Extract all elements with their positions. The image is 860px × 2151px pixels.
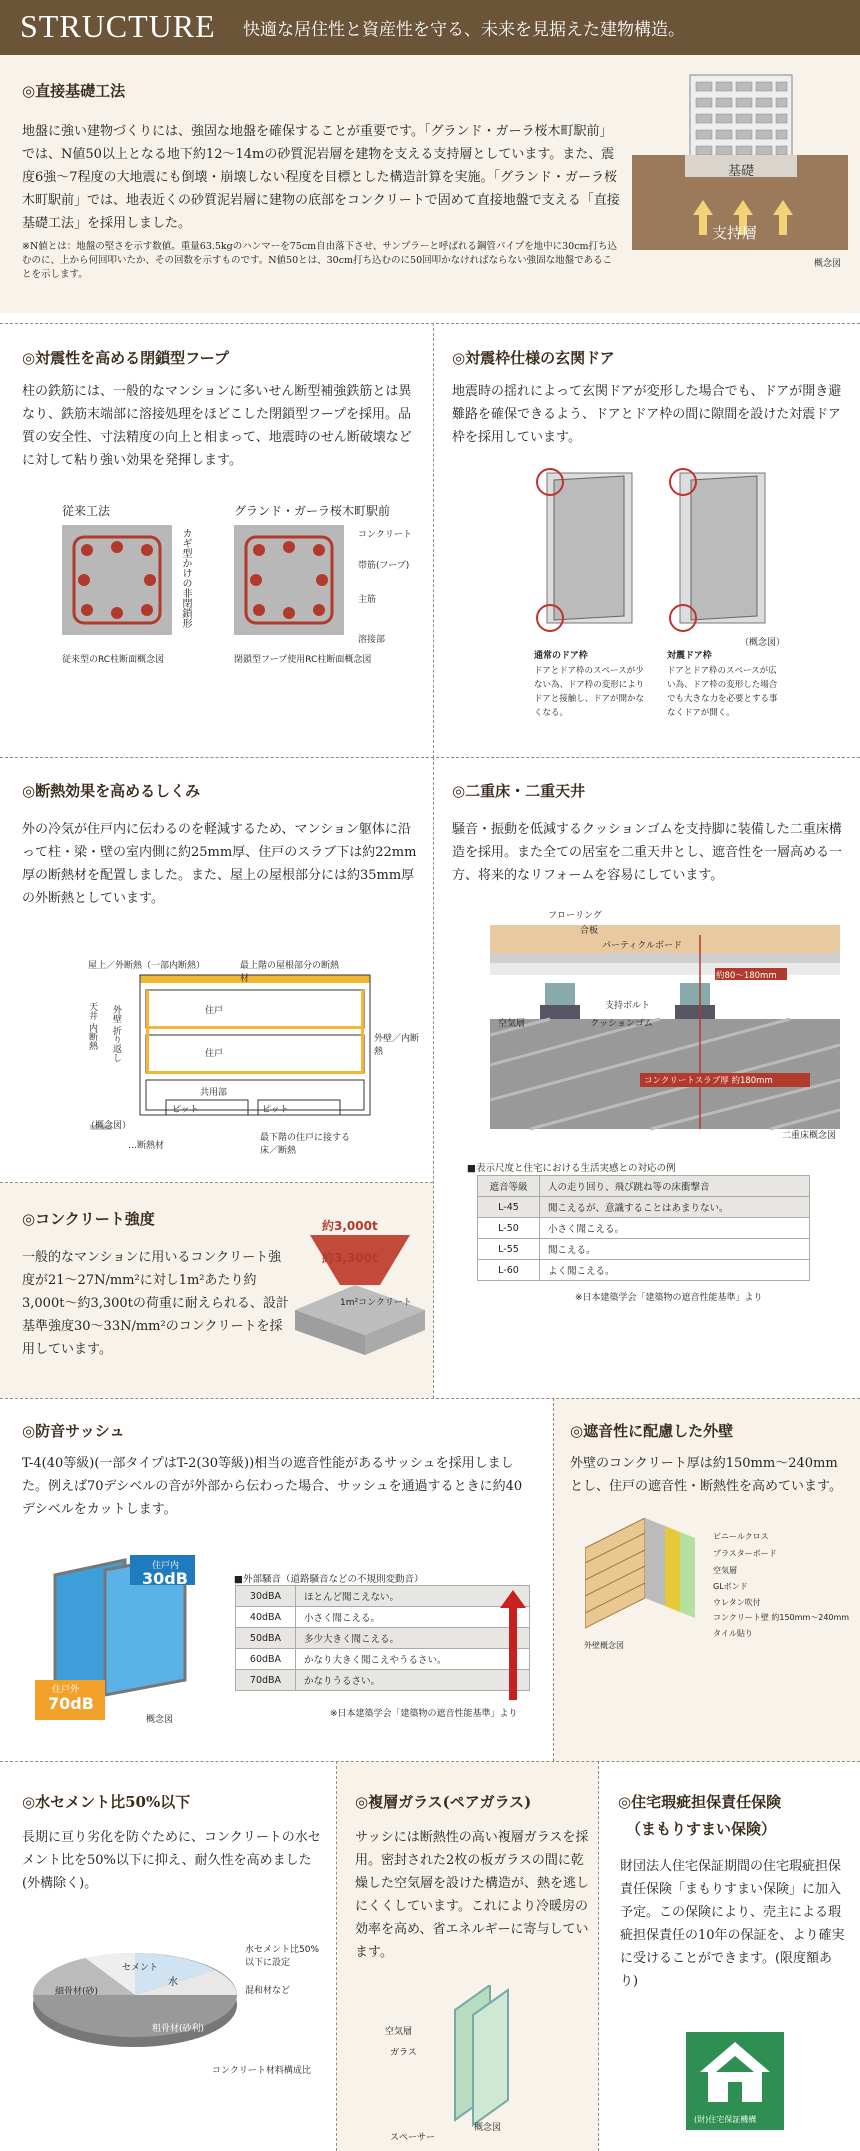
concrete-tag1: 約3,000t <box>322 1219 378 1233</box>
cement-label-1: 水 <box>168 1977 178 1988</box>
concrete-body: 一般的なマンションに用いるコンクリート強度が21〜27N/mm²に対し1m²あたり約3,000t〜約3,300tの荷重に耐えられる、設計基準強度30〜33N/mm²のコンクリートを採用しています。 <box>22 1250 289 1357</box>
wall-diagram <box>585 1518 705 1633</box>
table-cell: 70dBA <box>236 1670 296 1691</box>
concrete-title: ◎コンクリート強度 <box>22 1210 155 1228</box>
glass-title: ◎複層ガラス(ペアガラス) <box>355 1793 532 1811</box>
ins-label-bottom: 最下階の住戸に接する床／断熱 <box>260 1133 351 1156</box>
table-cell: L-45 <box>478 1197 540 1218</box>
insulation-title: ◎断熱効果を高めるしくみ <box>22 782 201 800</box>
sash-title: ◎防音サッシュ <box>22 1422 125 1440</box>
door-title: ◎対震枠仕様の玄関ドア <box>452 349 615 367</box>
table-cell: 多少大きく聞こえる。 <box>296 1628 530 1649</box>
sash-source: ※日本建築学会「建築物の遮音性能基準」より <box>330 1709 518 1719</box>
door-left-text: ドアとドア枠のスペースが少ない為、ドア枠の変形によりドアと接触し、ドアが開かなくなる。 <box>534 666 645 718</box>
cement-label-4: 水セメント比50%以下に設定 <box>245 1945 320 1968</box>
insulation-body: 外の冷気が住戸内に伝わるのを軽減するため、マンション躯体に沿って柱・梁・壁の室内側に約25mm厚、住戸のスラブ下は約22mm厚の断熱材を配置しました。また、屋上の屋根部分には約35mm厚の外断熱としています。 <box>22 822 417 906</box>
table-cell: 小さく聞こえる。 <box>540 1218 810 1239</box>
df-label-5: 空気層 <box>498 1019 526 1029</box>
wall-label-4: ウレタン吹付 <box>713 1598 761 1607</box>
ins-label-wall-right: 外壁／内断熱 <box>374 1034 420 1057</box>
double-floor-title: ◎二重床・二重天井 <box>452 782 586 800</box>
sash-outside-label: 住戸外 <box>52 1685 80 1695</box>
table-cell: ほとんど聞こえない。 <box>296 1586 530 1607</box>
foundation-label-kiso: 基礎 <box>728 164 755 179</box>
hoop-body: 柱の鉄筋には、一般的なマンションに多いせん断型補強鉄筋とは異なり、鉄筋末端部に溶接処理をほどこした閉鎖型フープを採用。品質の安全性、寸法精度の向上と相まって、地震時のせん断破壊などに対して粘り強い効果を発揮します。 <box>22 384 412 468</box>
door-seismic-diagram <box>665 468 775 638</box>
page-subtitle: 快適な居住性と資産性を守る、未来を見据えた建物構造。 <box>243 20 685 40</box>
cement-title: ◎水セメント比50%以下 <box>22 1793 191 1811</box>
table-header: 人の走り回り、飛び跳ね等の床衝撃音 <box>540 1176 810 1197</box>
sash-table <box>235 1585 530 1691</box>
warranty-body: 財団法人住宅保証期間の住宅瑕疵担保責任保険「まもりすまい保険」に加入予定。この保険により、売主による瑕疵担保責任の10年の保証を、より確実に受けることができます。(限度額あり) <box>620 1859 845 1989</box>
glass-caption: 概念図 <box>474 2123 502 2133</box>
glass-label-0: 空気層 <box>385 2027 413 2037</box>
cement-label-2: 細骨材(砂) <box>55 1987 99 1997</box>
cement-label-0: セメント <box>122 1963 159 1973</box>
header-bar <box>0 0 860 55</box>
sash-arrow <box>498 1590 528 1700</box>
cement-caption: コンクリート材料構成比 <box>212 2066 311 2076</box>
ins-label-roof: 屋上／外断熱（一部内断熱） <box>88 961 206 971</box>
divider <box>598 1761 599 2151</box>
ins-label-dwelling-1: 住戸 <box>205 1006 224 1016</box>
hoop-left-column <box>62 525 172 635</box>
df-label-2: パーティクルボード <box>602 941 683 951</box>
wall-label-3: GLボンド <box>713 1582 748 1591</box>
table-cell: かなりうるさい。 <box>296 1670 530 1691</box>
glass-body: サッシには断熱性の高い複層ガラスを採用。密封された2枚の板ガラスの間に乾燥した空気層を設けた構造が、熱を逃しにくくしています。これにより冷暖房の効率を高め、省エネルギーに寄与しています。 <box>355 1830 590 1960</box>
door-caption: （概念図） <box>740 638 786 648</box>
house-logo-icon <box>686 2032 784 2112</box>
ins-label-top: 最上階の屋根部分の断熱材 <box>240 961 340 984</box>
concrete-cube: 1m²コンクリート <box>340 1298 412 1308</box>
df-table-title: ■表示尺度と住宅における生活実感との対応の例 <box>467 1163 676 1174</box>
glass-label-2: スペーサー <box>390 2133 436 2143</box>
glass-diagram <box>435 1985 535 2130</box>
table-cell: 40dBA <box>236 1607 296 1628</box>
table-cell: 小さく聞こえる。 <box>296 1607 530 1628</box>
warranty-title: ◎住宅瑕疵担保責任保険 <box>618 1793 782 1811</box>
sash-table-title: ■外部騒音（道路騒音などの不規則変動音） <box>234 1574 424 1585</box>
hoop-right-column <box>234 525 344 635</box>
df-label-1: 合板 <box>580 926 599 936</box>
hoop-left-title: 従来工法 <box>62 504 111 518</box>
table-cell: L-60 <box>478 1260 540 1281</box>
hoop-right-title: グランド・ガーラ桜木町駅前 <box>234 504 391 518</box>
df-label-3: 支持ボルト <box>605 1001 651 1011</box>
ins-label-common: 共用部 <box>200 1088 228 1098</box>
warranty-logo <box>686 2032 784 2130</box>
ins-label-ceiling: 天井 内断熱 <box>87 1002 97 1050</box>
ins-label-pit-2: ピット <box>262 1105 289 1115</box>
wall-label-2: 空気層 <box>713 1566 737 1575</box>
df-dim: 約80〜180mm <box>716 971 777 981</box>
df-label-4: クッションゴム <box>590 1019 653 1029</box>
sash-inside-db: 30dB <box>142 1569 188 1588</box>
foundation-caption: 概念図 <box>814 259 842 269</box>
table-cell: 聞こえるが、意識することはあまりない。 <box>540 1197 810 1218</box>
sash-body: T-4(40等級)(一部タイプはT-2(30等級))相当の遮音性能があるサッシュを採用しました。例えば70デシベルの音が外部から伝わった場合、サッシュを通過するときに約40デシベルをカットします。 <box>22 1456 523 1517</box>
ins-label-wall-left: 外壁 折り返し <box>111 1005 121 1062</box>
hoop-label-1: 帯筋(フープ) <box>358 561 410 571</box>
df-caption: 二重床概念図 <box>782 1131 837 1141</box>
df-slab: コンクリートスラブ厚 約180mm <box>644 1076 773 1086</box>
door-right-text: ドアとドア枠のスペースが広い為、ドア枠の変形した場合でも大きな力を必要とする事なくドアが開く。 <box>667 666 778 718</box>
hoop-label-2: 主筋 <box>358 595 377 605</box>
table-cell: 50dBA <box>236 1628 296 1649</box>
cement-label-3: 粗骨材(砂利) <box>152 2024 205 2034</box>
hoop-right-caption: 閉鎖型フープ使用RC柱断面概念図 <box>234 655 372 665</box>
divider <box>0 323 860 324</box>
wall-body: 外壁のコンクリート厚は約150mm〜240mmとし、住戸の遮音性・断熱性を高めています。 <box>570 1456 842 1494</box>
table-cell: よく聞こえる。 <box>540 1260 810 1281</box>
wall-caption: 外壁概念図 <box>584 1641 624 1650</box>
ins-label-concept: （概念図） <box>86 1121 132 1131</box>
wall-label-0: ビニールクロス <box>713 1532 769 1541</box>
door-normal-diagram <box>532 468 642 638</box>
concrete-diagram <box>290 1215 430 1360</box>
page-title: STRUCTURE <box>20 8 216 44</box>
df-table <box>477 1175 810 1281</box>
sash-outside-db: 70dB <box>48 1694 94 1713</box>
foundation-title: ◎直接基礎工法 <box>22 82 126 100</box>
warranty-subtitle: （まもりすまい保険） <box>626 1820 777 1838</box>
foundation-label-shiji: 支持層 <box>712 224 758 242</box>
table-cell: 30dBA <box>236 1586 296 1607</box>
door-body: 地震時の揺れによって玄関ドアが変形した場合でも、ドアが開き避難路を確保できるよう、ドアとドア枠の間に隙間を設けた対震ドア枠を採用しています。 <box>452 384 842 445</box>
ins-label-legend: …断熱材 <box>128 1141 165 1151</box>
hoop-title: ◎対震性を高める閉鎖型フープ <box>22 349 229 367</box>
table-cell: L-55 <box>478 1239 540 1260</box>
table-cell: 60dBA <box>236 1649 296 1670</box>
ins-label-dwelling-2: 住戸 <box>205 1049 224 1059</box>
divider <box>0 757 860 758</box>
wall-label-5: コンクリート壁 約150mm〜240mm <box>713 1613 850 1622</box>
hoop-left-note: カギ型かけの非閉鎖形 <box>180 528 191 628</box>
door-left-label: 通常のドア枠 <box>534 651 588 661</box>
glass-label-1: ガラス <box>390 2048 417 2058</box>
wall-label-1: プラスターボード <box>713 1549 777 1558</box>
hoop-label-3: 溶接部 <box>358 635 386 645</box>
table-cell: 聞こえる。 <box>540 1239 810 1260</box>
df-label-0: フローリング <box>548 911 602 921</box>
foundation-body: 地盤に強い建物づくりには、強固な地盤を確保することが重要です。「グランド・ガーラ桜木町駅前」では、N値50以上となる地下約12〜14mの砂質泥岩層を建物を支える支持層としています。また、震度6強〜7程度の大地震にも倒壊・崩壊しない程度を目標とした構造計算を実施。「グランド・ガーラ桜木町駅前」では、地表近くの砂質泥岩層に建物の底部をコンクリートで固めて直接地盤で支える「直接基礎工法」を採用しました。 <box>22 124 620 231</box>
foundation-note: ※N値とは：地盤の堅さを示す数値。重量63.5kgのハンマーを75cm自由落下させ、サンプラーと呼ばれる鋼管パイプを地中に30cm打ち込むのに、上から何回叩いたか、その回数を示すものです。N値50とは、30cm打ち込むのに50回叩かなければならない強固な地盤であることを示します。 <box>22 241 618 280</box>
sash-caption: 概念図 <box>146 1715 174 1725</box>
df-source: ※日本建築学会「建築物の遮音性能基準」より <box>575 1293 763 1303</box>
hoop-left-caption: 従来型のRC柱断面概念図 <box>62 655 165 665</box>
warranty-logo-text: (財)住宅保証機構 <box>694 2115 757 2124</box>
wall-label-6: タイル貼り <box>713 1629 753 1638</box>
divider <box>433 757 434 1398</box>
wall-title: ◎遮音性に配慮した外壁 <box>570 1422 734 1440</box>
sash-inside-label: 住戸内 <box>152 1561 180 1571</box>
door-right-label: 対震ドア枠 <box>667 651 712 661</box>
table-header: 遮音等級 <box>478 1176 540 1197</box>
hoop-label-0: コンクリート <box>358 530 412 540</box>
ins-label-pit-1: ピット <box>172 1105 199 1115</box>
cement-body: 長期に亘り劣化を防ぐために、コンクリートの水セメント比を50%以下に抑え、耐久性を高めました(外構除く)。 <box>22 1830 321 1891</box>
table-cell: L-50 <box>478 1218 540 1239</box>
cement-label-5: 混和材など <box>245 1986 291 1996</box>
table-cell: かなり大きく聞こえやうるさい。 <box>296 1649 530 1670</box>
concrete-tag2: 約3,300t <box>322 1251 378 1265</box>
divider <box>433 323 434 758</box>
double-floor-body: 騒音・振動を低減するクッションゴムを支持脚に装備した二重床構造を採用。また全ての居室を二重天井とし、遮音性を一層高める一方、将来的なリフォームを容易にしています。 <box>452 822 843 883</box>
